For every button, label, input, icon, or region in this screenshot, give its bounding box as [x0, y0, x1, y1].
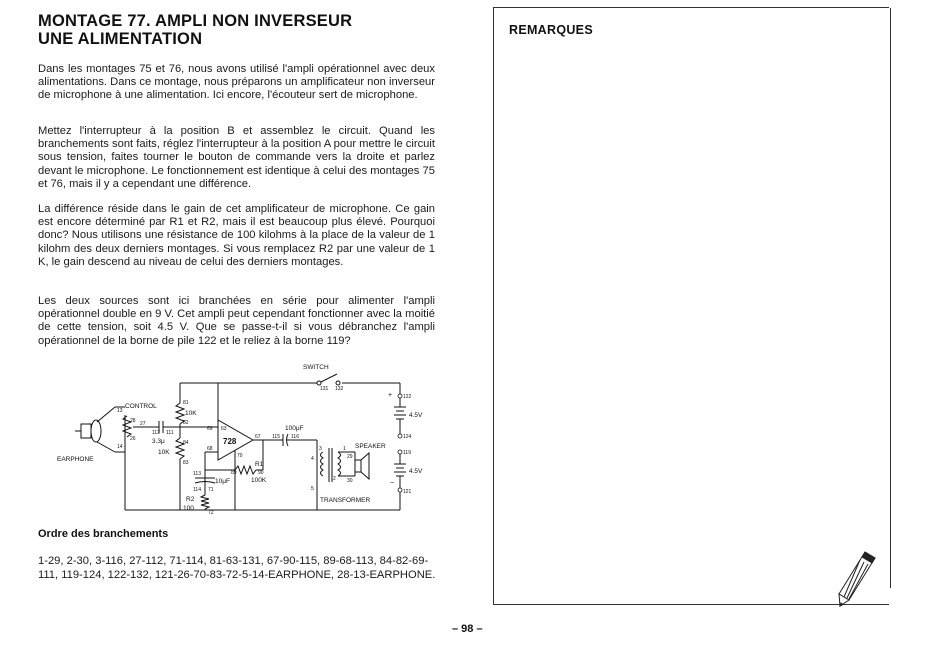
label-r-10k-mid: 10K	[158, 449, 170, 456]
label-cap-100: 100μF	[285, 425, 304, 432]
terminal-28: 28	[130, 418, 136, 424]
terminal-3: 3	[319, 446, 322, 452]
title-line-1: MONTAGE 77. AMPLI NON INVERSEUR	[38, 12, 353, 30]
notes-box-edge	[890, 8, 891, 588]
label-plus: +	[388, 392, 393, 399]
terminal-116: 116	[291, 434, 299, 440]
label-control: CONTROL	[125, 403, 157, 410]
terminal-14: 14	[117, 444, 123, 450]
page-number: – 98 –	[452, 623, 483, 635]
terminal-29: 29	[347, 454, 353, 460]
terminal-81: 81	[183, 400, 189, 406]
terminal-5: 5	[311, 486, 314, 492]
terminal-119: 119	[403, 450, 411, 456]
terminal-13: 13	[117, 408, 123, 414]
terminal-124: 124	[403, 434, 412, 440]
connections-list: 1-29, 2-30, 3-116, 27-112, 71-114, 81-63-131, 67-90-115, 89-68-113, 84-82-69-111, 119-124, 122-132, 121-26-70-83-72-5-14-EARPHONE, 28-13-EARPHONE.	[38, 555, 436, 581]
paragraph-1: Dans les montages 75 et 76, nous avons utilisé l'ampli opérationnel avec deux alimentations. Dans ce montage, nous préparons un amplificateur non inverseur de microphone à une alimentation. Ici encore, l'écouteur sert de microphone.	[38, 63, 435, 102]
notes-title: REMARQUES	[509, 23, 593, 37]
terminal-63: 63	[221, 426, 227, 432]
notes-box	[493, 7, 889, 605]
terminal-26: 26	[130, 436, 136, 442]
label-battery-2: 4.5V	[409, 468, 423, 475]
label-r1: R1	[255, 461, 264, 468]
pencil-icon	[835, 548, 879, 610]
terminal-67: 67	[255, 434, 261, 440]
terminal-68: 68	[207, 446, 213, 452]
terminal-112: 112	[152, 430, 160, 436]
terminal-114: 114	[193, 487, 201, 493]
terminal-30: 30	[347, 478, 353, 484]
terminal-4: 4	[311, 456, 314, 462]
paragraph-3: La différence réside dans le gain de cet amplificateur de microphone. Ce gain est encore déterminé par R1 et R2, mais il est beaucoup plus élevé. Pourquoi donc? Nous utilisons une résistance de 100 kilohms à la place de la valeur de 1 kilohm des deux derniers montages. Si vous remplacez R2 par une valeur de 1 K, le gain descend au niveau de celui des derniers montages.	[38, 203, 435, 268]
label-r2-value: 100	[183, 505, 194, 512]
label-switch: SWITCH	[303, 364, 329, 371]
terminal-1: 1	[343, 446, 346, 452]
terminal-70: 70	[237, 453, 243, 459]
paragraph-2: Mettez l'interrupteur à la position B et assemblez le circuit. Quand les branchements sont faits, réglez l'interrupteur à la position A pour mettre le circuit sous tension, faites tourner le bouton de commande vers la droite et parlez devant le microphone. Le fonctionnement est identique à celui des montages 75 et 76, mais il y a cependant une différence.	[38, 125, 436, 190]
earphone-icon	[75, 420, 101, 442]
connections-heading: Ordre des branchements	[38, 528, 169, 540]
terminal-27: 27	[140, 421, 146, 427]
terminal-122: 122	[403, 394, 412, 400]
terminal-121: 121	[403, 489, 412, 495]
label-minus: −	[390, 480, 395, 487]
label-r1-value: 100K	[251, 477, 267, 484]
terminal-115: 115	[272, 434, 280, 440]
terminal-82: 82	[183, 420, 189, 426]
label-cap-10: 10μF	[215, 478, 230, 485]
page-title	[38, 12, 352, 48]
terminal-131: 131	[320, 386, 329, 392]
label-r2: R2	[186, 496, 195, 503]
terminal-72: 72	[208, 510, 214, 516]
paragraph-4: Les deux sources sont ici branchées en série pour alimenter l'ampli opérationnel double en 9 V. Cet ampli peut cependant fonctionner avec la moitié de cette tension, soit 4.5 V. Que se passe-t-il si vous débranchez l'ampli opérationnel de la borne de pile 122 et le reliez à la borne 119?	[38, 295, 435, 347]
terminal-113: 113	[193, 471, 201, 477]
label-transformer: TRANSFORMER	[320, 497, 371, 504]
terminal-89: 89	[231, 470, 237, 476]
terminal-132: 132	[335, 386, 344, 392]
terminal-83: 83	[183, 460, 189, 466]
terminal-71: 71	[208, 487, 214, 493]
terminal-2: 2	[333, 476, 336, 482]
label-earphone: EARPHONE	[57, 456, 94, 463]
terminal-90: 90	[258, 470, 264, 476]
label-ic-728: 728	[223, 437, 237, 446]
label-cap-3-3: 3.3μ	[152, 438, 165, 445]
terminal-69: 69	[207, 426, 213, 432]
label-r-10k-top: 10K	[185, 410, 197, 417]
label-battery-1: 4.5V	[409, 412, 423, 419]
circuit-schematic	[55, 360, 440, 520]
title-line-2: UNE ALIMENTATION	[38, 30, 203, 48]
terminal-84: 84	[183, 440, 189, 446]
terminal-111: 111	[166, 430, 174, 436]
label-speaker: SPEAKER	[355, 443, 386, 450]
